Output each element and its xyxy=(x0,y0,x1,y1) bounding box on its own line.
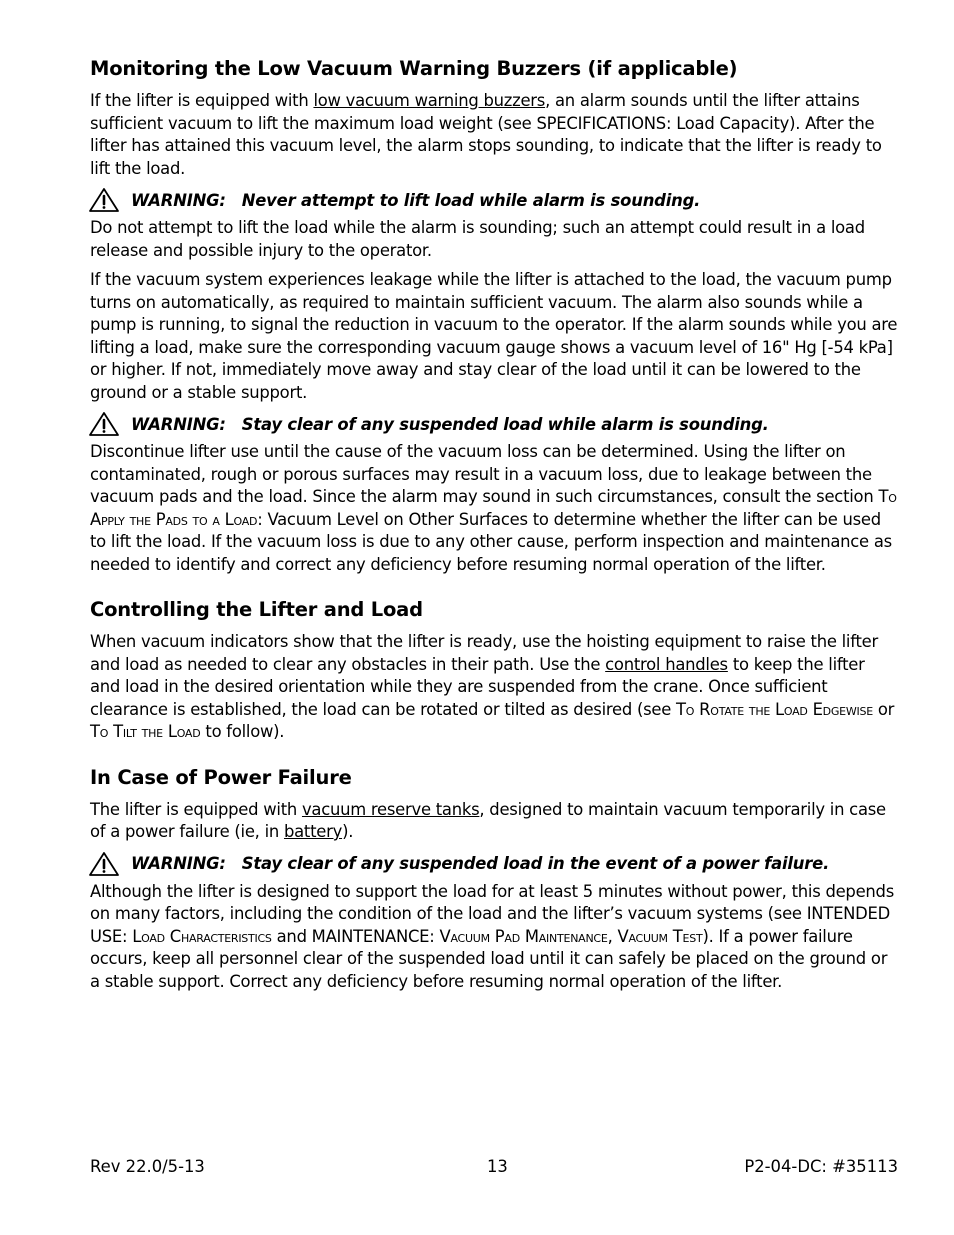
warning-text: Never attempt to lift load while alarm is sounding. xyxy=(241,190,701,210)
warning-triangle-icon xyxy=(88,851,120,877)
section-reference: To Apply the Pads to a Load xyxy=(90,487,897,529)
paragraph xyxy=(90,631,898,744)
text-run: ). If a power failure occurs, keep all personnel clear of the suspended load until it can safely be placed on the ground or a stable support. Correct any deficiency before resuming normal operation of the lifter. xyxy=(90,926,888,991)
section-reference: To Tilt the Load xyxy=(90,722,201,741)
paragraph: If the vacuum system experiences leakage while the lifter is attached to the load, the vacuum pump turns on automatically, as required to maintain sufficient vacuum. The alarm also sounds while a pump is running, to signal the reduction in vacuum to the operator. If the alarm sounds while you are lifting a load, make sure the corresponding vacuum gauge shows a vacuum level of 16" Hg [-54 kPa] or higher. If not, immediately move away and stay clear of the load until it can be lowered to the ground or a stable support. xyxy=(90,270,898,402)
warning-callout xyxy=(88,851,898,877)
warning-text: Stay clear of any suspended load while alarm is sounding. xyxy=(241,414,769,434)
paragraph xyxy=(90,881,898,994)
text-run: , an alarm sounds until the lifter attains sufficient vacuum to lift the maximum load weight (see SPECIFICATIONS: Load Capacity). After the lifter has attained this vacuum level, the alarm stops sounding, to indicate that the lifter is ready to lift the load. xyxy=(90,91,882,178)
text-run: Although the lifter is designed to support the load for at least 5 minutes without power, this depends on many factors, including the condition of the load and the lifter’s vacuum systems (see INTENDED USE: xyxy=(90,881,895,946)
text-run: , xyxy=(607,926,618,946)
document-id: P2-04-DC: #35113 xyxy=(744,1157,898,1176)
section-heading-power-failure: In Case of Power Failure xyxy=(90,765,352,789)
warning-label: WARNING: xyxy=(131,414,226,434)
text-run: to follow). xyxy=(200,722,285,741)
warning-triangle-icon xyxy=(88,187,120,213)
section-reference: Load Characteristics xyxy=(132,926,272,946)
warning-callout xyxy=(88,411,898,437)
term-link-warning-buzzers[interactable]: low vacuum warning buzzers xyxy=(313,91,546,110)
text-run: Discontinue lifter use until the cause of the vacuum loss can be determined. Using the lifter on contaminated, rough or porous surfaces may result in a vacuum loss, due to leakage between the vacuum pads and the load. Since the alarm may sound in such circumstances, consult the section xyxy=(90,442,879,506)
paragraph xyxy=(90,799,898,844)
paragraph xyxy=(90,441,898,576)
text-run: to keep the lifter and load in the desired orientation while they are suspended from the crane. Once sufficient clearance is established, the load can be rotated or tilted as desired (see xyxy=(90,654,865,719)
revision-label: Rev 22.0/5-13 xyxy=(90,1157,205,1176)
term-link-battery[interactable]: battery xyxy=(283,822,343,841)
text-run: If the lifter is equipped with xyxy=(90,91,314,110)
warning-label: WARNING: xyxy=(131,854,226,873)
term-link-control-handles[interactable]: control handles xyxy=(605,654,728,674)
text-run: or xyxy=(872,699,895,719)
text-run: and MAINTENANCE: xyxy=(271,926,440,946)
text-run: ). xyxy=(342,822,354,841)
text-run: , designed to maintain vacuum temporarily in case of a power failure (ie, in xyxy=(90,799,886,841)
page-content xyxy=(90,56,898,1000)
text-run: When vacuum indicators show that the lifter is ready, use the hoisting equipment to raise the lifter and load as needed to clear any obstacles in their path. Use the xyxy=(90,632,878,674)
paragraph xyxy=(90,90,898,180)
section-reference: To Rotate the Load Edgewise xyxy=(676,699,873,719)
warning-text: Stay clear of any suspended load in the event of a power failure. xyxy=(241,854,830,873)
warning-callout xyxy=(88,187,898,213)
section-heading-monitoring: Monitoring the Low Vacuum Warning Buzzers (if applicable) xyxy=(90,57,738,80)
text-run: The lifter is equipped with xyxy=(90,799,302,819)
section-reference: Vacuum Pad Maintenance xyxy=(439,926,608,946)
paragraph: Do not attempt to lift the load while the alarm is sounding; such an attempt could result in a load release and possible injury to the operator. xyxy=(90,218,865,260)
warning-label: WARNING: xyxy=(131,190,226,210)
page-number: 13 xyxy=(487,1157,508,1176)
section-reference: Vacuum Test xyxy=(617,926,703,946)
warning-triangle-icon xyxy=(88,411,120,437)
text-run: : Vacuum Level on Other Surfaces to determine whether the lifter can be used to lift the load. If the vacuum loss is due to any other cause, perform inspection and maintenance as needed to identify and correct any deficiency before resuming normal operation of the lifter. xyxy=(90,509,892,574)
page-footer xyxy=(90,1157,898,1181)
section-heading-controlling: Controlling the Lifter and Load xyxy=(90,598,423,621)
term-link-reserve-tanks[interactable]: vacuum reserve tanks xyxy=(301,799,480,819)
